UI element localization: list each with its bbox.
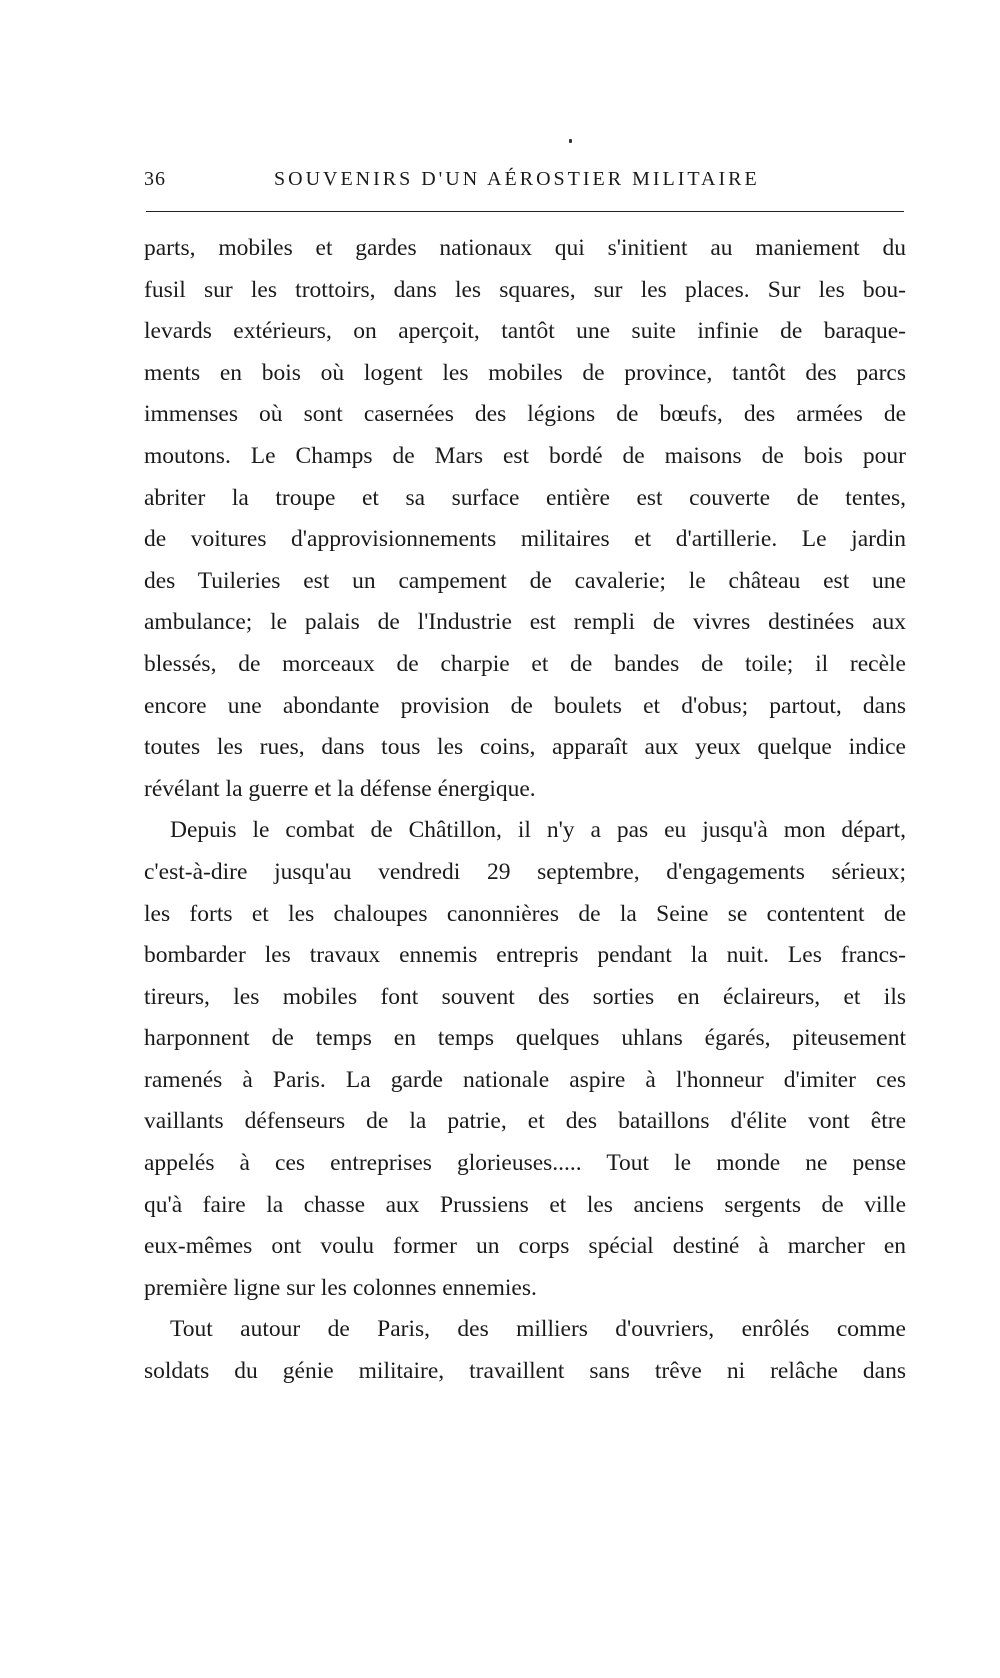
text-line: Depuis le combat de Châtillon, il n'y a pas eu jusqu'à mon départ, <box>170 817 906 844</box>
page-number: 36 <box>144 168 166 190</box>
text-line: immenses où sont casernées des légions de bœufs, des armées de <box>144 401 906 428</box>
text-line: première ligne sur les colonnes ennemies. <box>144 1274 537 1301</box>
text-line: soldats du génie militaire, travaillent sans trêve ni relâche dans <box>144 1358 906 1385</box>
header-rule <box>146 211 904 212</box>
text-line: tireurs, les mobiles font souvent des sorties en éclaireurs, et ils <box>144 983 906 1010</box>
running-head <box>144 168 904 198</box>
text-line: ments en bois où logent les mobiles de province, tantôt des parcs <box>144 359 906 386</box>
body-text <box>144 228 906 1393</box>
text-line: les forts et les chaloupes canonnières de la Seine se contentent de <box>144 900 906 927</box>
text-line: parts, mobiles et gardes nationaux qui s'initient au maniement du <box>144 235 906 261</box>
text-line: c'est-à-dire jusqu'au vendredi 29 septembre, d'engagements sérieux; <box>144 858 906 885</box>
text-line: abriter la troupe et sa surface entière est couverte de tentes, <box>144 484 906 511</box>
text-line: qu'à faire la chasse aux Prussiens et les anciens sergents de ville <box>144 1191 906 1218</box>
text-line: toutes les rues, dans tous les coins, apparaît aux yeux quelque indice <box>144 734 906 761</box>
text-line: appelés à ces entreprises glorieuses..... Tout le monde ne pense <box>144 1150 906 1177</box>
text-line: moutons. Le Champs de Mars est bordé de maisons de bois pour <box>144 442 906 469</box>
text-line: eux-mêmes ont voulu former un corps spécial destiné à marcher en <box>144 1233 906 1260</box>
text-line: ambulance; le palais de l'Industrie est rempli de vivres destinées aux <box>144 609 906 636</box>
text-line: bombarder les travaux ennemis entrepris pendant la nuit. Les francs- <box>144 942 906 969</box>
print-speck <box>569 139 572 143</box>
text-line: vaillants défenseurs de la patrie, et des bataillons d'élite vont être <box>144 1108 906 1135</box>
text-line: blessés, de morceaux de charpie et de bandes de toile; il recèle <box>144 650 906 677</box>
text-line: des Tuileries est un campement de cavalerie; le château est une <box>144 567 906 594</box>
text-line: fusil sur les trottoirs, dans les squares, sur les places. Sur les bou- <box>144 276 906 303</box>
text-line: de voitures d'approvisionnements militaires et d'artillerie. Le jardin <box>144 526 906 553</box>
text-line: encore une abondante provision de boulets et d'obus; partout, dans <box>144 692 906 719</box>
text-line: levards extérieurs, on aperçoit, tantôt une suite infinie de baraque- <box>144 318 906 345</box>
text-line: Tout autour de Paris, des milliers d'ouvriers, enrôlés comme <box>170 1316 906 1343</box>
running-title: SOUVENIRS D'UN AÉROSTIER MILITAIRE <box>274 168 760 190</box>
text-line: ramenés à Paris. La garde nationale aspire à l'honneur d'imiter ces <box>144 1066 906 1093</box>
text-line: harponnent de temps en temps quelques uhlans égarés, piteusement <box>144 1025 906 1052</box>
text-line: révélant la guerre et la défense énergique. <box>144 775 536 802</box>
